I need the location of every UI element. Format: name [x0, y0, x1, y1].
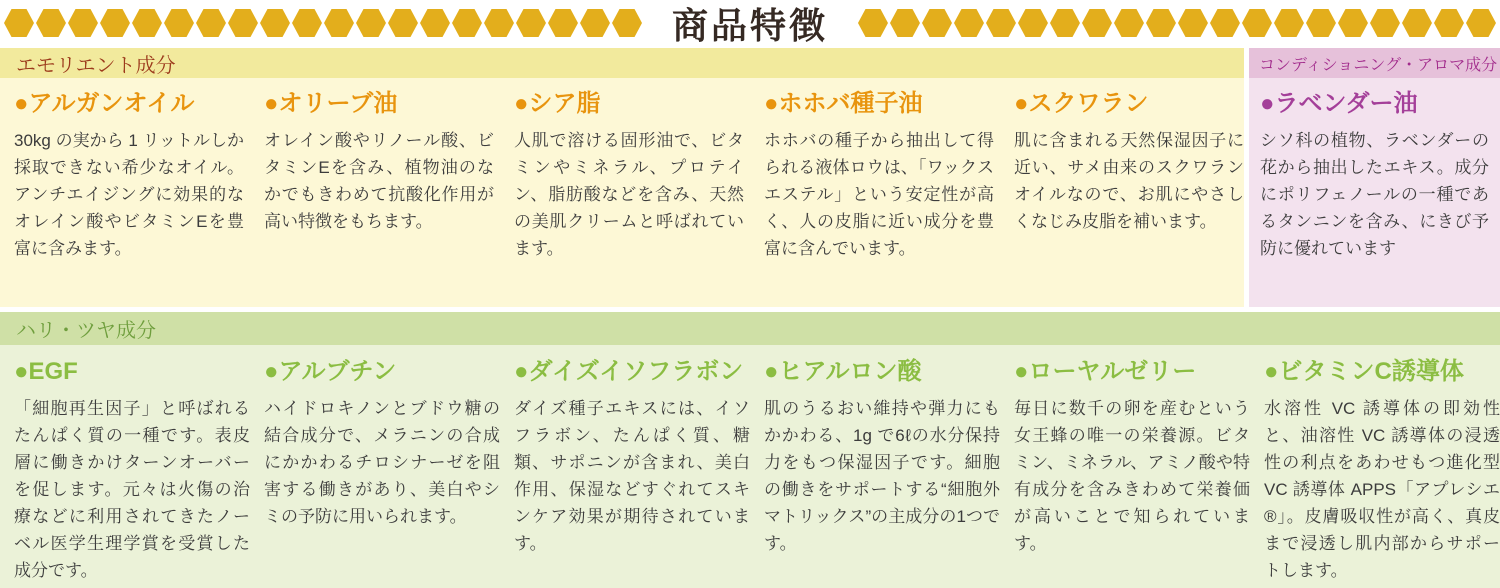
hexagon-icon — [452, 9, 482, 37]
section-emollient-label: エモリエント成分 — [0, 48, 1244, 78]
hexagon-icon — [954, 9, 984, 37]
hexagon-icon — [1402, 9, 1432, 37]
section-hari-tsuya-label: ハリ・ツヤ成分 — [0, 312, 1500, 345]
hexagon-icon — [1274, 9, 1304, 37]
hexagon-icon — [922, 9, 952, 37]
ingredient-card-lavender-oil — [1260, 90, 1489, 262]
ingredient-title: ●EGF — [14, 358, 78, 385]
ingredient-title: ●ヒアルロン酸 — [764, 358, 922, 385]
ingredient-card-egf — [14, 358, 250, 584]
ingredient-description: オレイン酸やリノール酸、ビタミンEを含み、植物油のなかでもきわめて抗酸化作用が高い特徴をもちます。 — [264, 130, 494, 231]
hexagon-icon — [68, 9, 98, 37]
ingredient-card-soy-isoflavone — [514, 358, 750, 584]
hexagon-icon — [100, 9, 130, 37]
ingredient-title: ●オリーブ油 — [264, 90, 398, 117]
section-hari-tsuya — [0, 312, 1500, 588]
hexagon-icon — [324, 9, 354, 37]
ingredient-card-argan-oil — [14, 90, 244, 262]
hexagon-icon — [292, 9, 322, 37]
hexagon-icon — [1370, 9, 1400, 37]
hexagon-icon — [1146, 9, 1176, 37]
ingredient-description: ホホバの種子から抽出して得られる液体ロウは、「ワックスエステル」という安定性が高く、人の皮脂に近い成分を豊富に含んでいます。 — [764, 130, 994, 258]
ingredient-description: 肌に含まれる天然保湿因子に近い、サメ由来のスクワランオイルなので、お肌にやさしくなじみ皮脂を補います。 — [1014, 130, 1244, 231]
ingredient-description: シソ科の植物、ラベンダーの花から抽出したエキス。成分にポリフェノールの一種であるタンニンを含み、にきび予防に優れています — [1260, 130, 1489, 258]
hexagon-icon — [1434, 9, 1464, 37]
hexagon-icon — [1050, 9, 1080, 37]
hexagon-icon — [1114, 9, 1144, 37]
hexagon-icon — [580, 9, 610, 37]
hexagon-icon — [890, 9, 920, 37]
hexagon-icon — [1242, 9, 1272, 37]
ingredient-card-olive-oil — [264, 90, 494, 262]
hexagon-icon — [420, 9, 450, 37]
hexagon-icon — [516, 9, 546, 37]
hexagon-icon — [548, 9, 578, 37]
ingredient-title: ●スクワラン — [1014, 90, 1149, 117]
hexagon-icon — [388, 9, 418, 37]
hexagon-icon — [986, 9, 1016, 37]
hexagon-icon — [132, 9, 162, 37]
ingredient-title: ●アルブチン — [264, 358, 397, 385]
hexagon-icon — [164, 9, 194, 37]
hexagon-icon — [1082, 9, 1112, 37]
ingredient-description: ハイドロキノンとブドウ糖の結合成分で、メラニンの合成にかかわるチロシナーゼを阻害する働きがあり、美白やシミの予防に用いられます。 — [264, 398, 500, 526]
ingredient-title: ●シア脂 — [514, 90, 601, 117]
top-banner — [0, 0, 1500, 46]
ingredient-title: ●ラベンダー油 — [1260, 90, 1418, 117]
ingredient-description: 毎日に数千の卵を産むという女王蜂の唯一の栄養源。ビタミン、ミネラル、アミノ酸や特有成分を含みきわめて栄養価が高いことで知られています。 — [1014, 398, 1250, 553]
hexagon-icon — [4, 9, 34, 37]
ingredient-description: 肌のうるおい維持や弾力にもかかわる、1g で6ℓの水分保持力をもつ保湿因子です。細胞の働きをサポートする“細胞外マトリックス”の主成分の1つです。 — [764, 398, 1000, 553]
hexagon-icon — [1466, 9, 1496, 37]
section-conditioning-label: コンディショニング・アロマ成分 — [1249, 48, 1500, 78]
hexagon-icon — [484, 9, 514, 37]
page-title: 商品特徴 — [671, 4, 828, 46]
honeycomb-row-left — [0, 0, 646, 46]
ingredient-card-jojoba-seed-oil — [764, 90, 994, 262]
hexagon-icon — [1018, 9, 1048, 37]
hexagon-icon — [1178, 9, 1208, 37]
section-conditioning-aroma — [1249, 48, 1500, 307]
ingredient-title: ●アルガンオイル — [14, 90, 195, 117]
hexagon-icon — [356, 9, 386, 37]
emollient-cards — [0, 78, 1244, 262]
hexagon-icon — [858, 9, 888, 37]
ingredient-title: ●ローヤルゼリー — [1014, 358, 1197, 385]
ingredient-description: 30kg の実から 1 リットルしか採取できない希少なオイル。アンチエイジングに効果的なオレイン酸やビタミンEを豊富に含みます。 — [14, 130, 244, 258]
section-emollient — [0, 48, 1244, 307]
ingredient-description: 水溶性 VC 誘導体の即効性と、油溶性 VC 誘導体の浸透性の利点をあわせもつ進化型 VC 誘導体 APPS「アプレシエ ®」。皮膚吸収性が高く、真皮まで浸透し肌内部からサポートします。 — [1264, 398, 1500, 580]
hexagon-icon — [1338, 9, 1368, 37]
hexagon-icon — [1210, 9, 1240, 37]
hexagon-icon — [1306, 9, 1336, 37]
ingredient-card-vitamin-c-derivative — [1264, 358, 1500, 584]
ingredient-card-arbutin — [264, 358, 500, 584]
hexagon-icon — [260, 9, 290, 37]
ingredient-title: ●ホホバ種子油 — [764, 90, 923, 117]
ingredient-description: 「細胞再生因子」と呼ばれるたんぱく質の一種です。表皮層に働きかけターンオーバーを促します。元々は火傷の治療などに利用されてきたノーベル医学生理学賞を受賞した成分です。 — [14, 398, 250, 580]
hari-tsuya-cards — [0, 345, 1500, 584]
ingredient-description: 人肌で溶ける固形油で、ビタミンやミネラル、プロテイン、脂肪酸などを含み、天然の美肌クリームと呼ばれています。 — [514, 130, 744, 258]
ingredient-description: ダイズ種子エキスには、イソフラボン、たんぱく質、糖類、サポニンが含まれ、美白作用、保湿などすぐれてスキンケア効果が期待されています。 — [514, 398, 750, 553]
ingredient-title: ●ビタミンC誘導体 — [1264, 358, 1464, 385]
hexagon-icon — [196, 9, 226, 37]
hexagon-icon — [36, 9, 66, 37]
hexagon-icon — [612, 9, 642, 37]
ingredient-card-squalane — [1014, 90, 1244, 262]
ingredient-card-royal-jelly — [1014, 358, 1250, 584]
ingredient-title: ●ダイズイソフラボン — [514, 358, 744, 385]
ingredient-card-shea-butter — [514, 90, 744, 262]
ingredient-card-hyaluronic-acid — [764, 358, 1000, 584]
honeycomb-row-right — [854, 0, 1500, 46]
hexagon-icon — [228, 9, 258, 37]
